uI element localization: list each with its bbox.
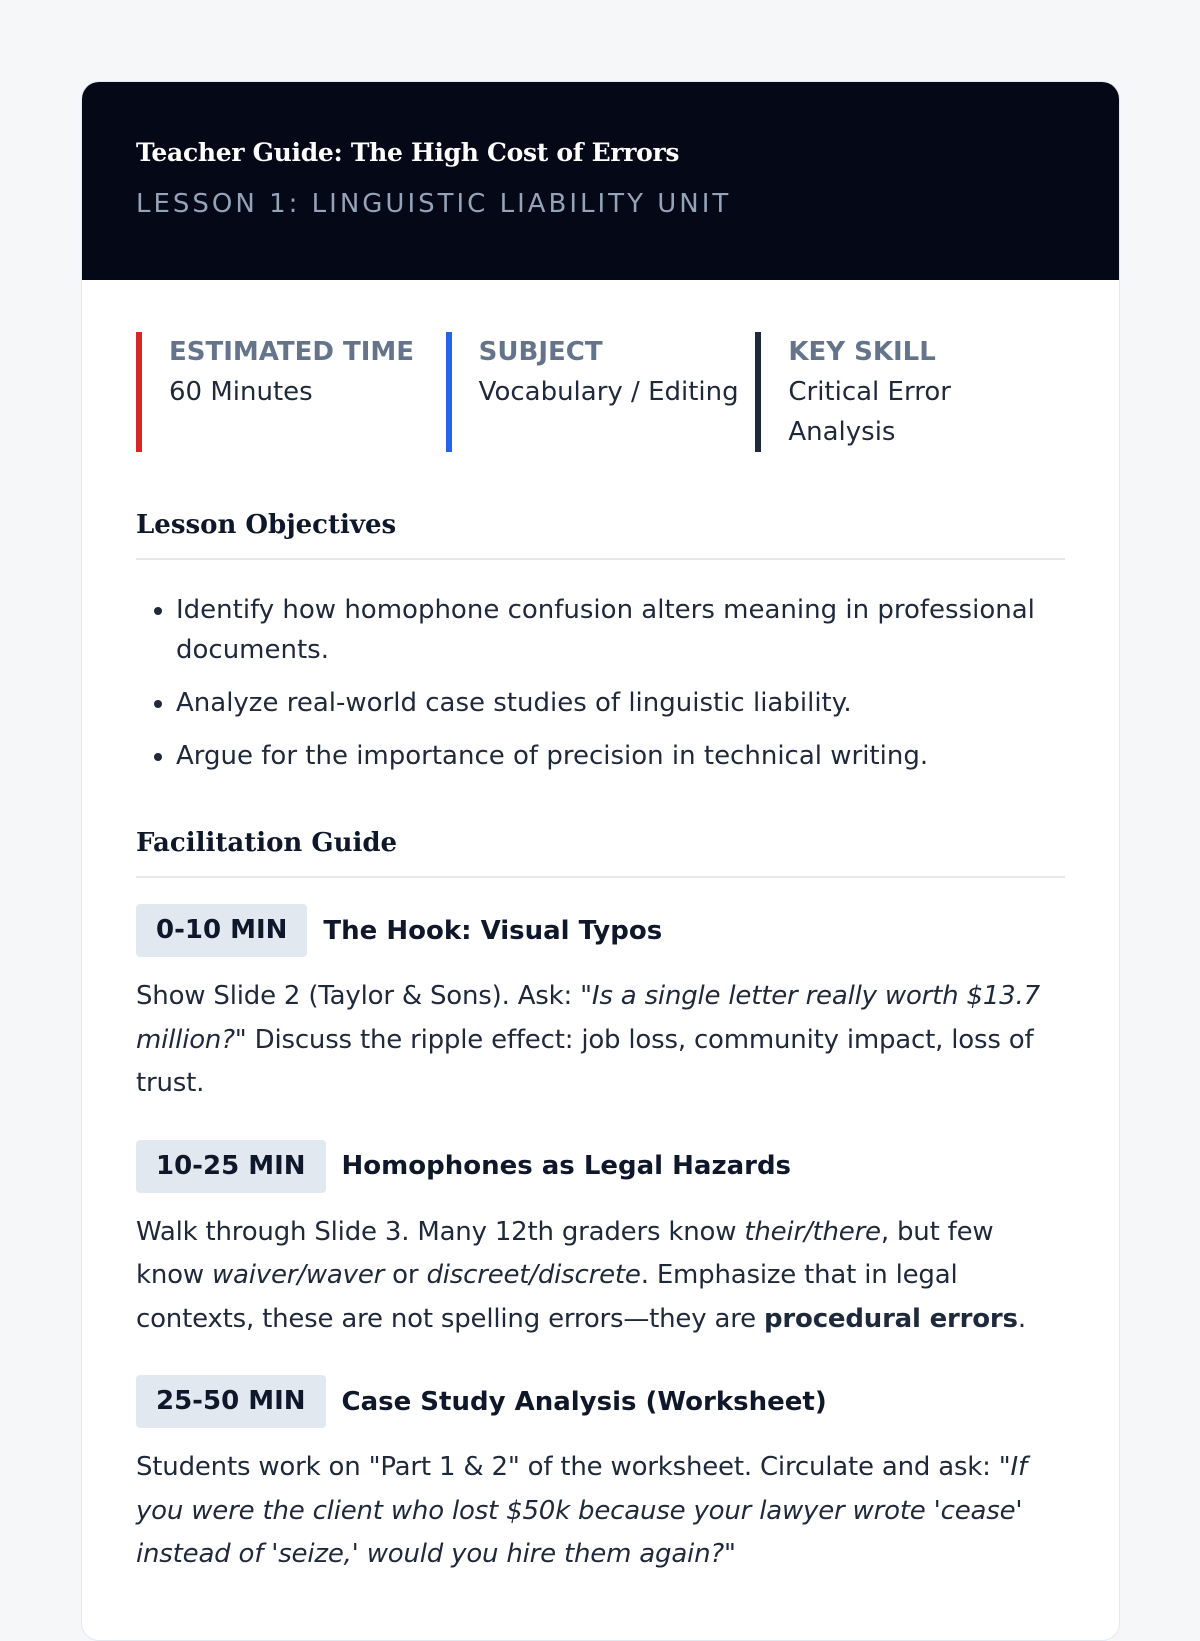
list-item: • Analyze real-world case studies of linguistic liability. (176, 683, 1065, 723)
step-term: their/there (744, 1216, 881, 1247)
step-header (136, 904, 1065, 957)
time-badge: 0-10 MIN (136, 904, 307, 957)
card-body (82, 280, 1119, 1577)
lesson-meta (136, 332, 1065, 452)
objectives-heading: Lesson Objectives (136, 510, 1065, 560)
step-description (136, 1446, 1065, 1577)
facilitation-heading: Facilitation Guide (136, 828, 1065, 878)
step-text: . (1017, 1303, 1026, 1334)
step-text: Walk through Slide 3. Many 12th graders know (136, 1216, 745, 1247)
objectives-list (136, 590, 1065, 776)
step-term: discreet/discrete (426, 1260, 641, 1290)
step-text: , but few know (136, 1216, 994, 1290)
card-header (82, 82, 1119, 280)
step-header (136, 1375, 1065, 1428)
step-header (136, 1140, 1065, 1193)
objectives-section (136, 510, 1065, 776)
list-item: • Identify how homophone confusion alters meaning in professional documents. (176, 590, 1065, 670)
teacher-guide-card (81, 81, 1120, 1641)
meta-label: ESTIMATED TIME (169, 337, 415, 367)
step-description (136, 1211, 1065, 1342)
step-description (136, 975, 1065, 1106)
meta-value: Critical Error Analysis (788, 377, 951, 447)
guide-step-case-study (136, 1375, 1065, 1577)
meta-value: 60 Minutes (169, 377, 313, 407)
step-text: or (384, 1260, 427, 1290)
step-text: Discuss the ripple effect: job loss, community impact, loss of trust. (136, 1024, 1034, 1098)
step-quote: "Is a single letter really worth $13.7 million?" (136, 981, 1040, 1055)
step-text: . Emphasize that in legal contexts, these are not spelling errors—they are (136, 1260, 958, 1334)
meta-label: SUBJECT (478, 337, 603, 367)
meta-label: KEY SKILL (788, 337, 936, 367)
step-emphasis: procedural errors (764, 1303, 1018, 1334)
lesson-subtitle: LESSON 1: LINGUISTIC LIABILITY UNIT (136, 189, 732, 219)
step-title: The Hook: Visual Typos (323, 915, 663, 946)
list-item: • Argue for the importance of precision in technical writing. (176, 736, 1065, 776)
time-badge: 10-25 MIN (136, 1140, 326, 1193)
step-quote: "If you were the client who lost $50k because your lawyer wrote 'cease' instead of 'seize,' would you hire them again?" (136, 1452, 1027, 1569)
meta-value: Vocabulary / Editing (478, 377, 739, 407)
time-badge: 25-50 MIN (136, 1375, 326, 1428)
guide-step-hook (136, 904, 1065, 1106)
step-term: waiver/waver (211, 1260, 385, 1290)
meta-estimated-time (136, 332, 446, 452)
meta-subject (446, 332, 756, 452)
meta-key-skill (755, 332, 1065, 452)
guide-step-homophones (136, 1140, 1065, 1342)
step-title: Case Study Analysis (Worksheet) (341, 1386, 827, 1417)
facilitation-section (136, 828, 1065, 1577)
step-text: Show Slide 2 (Taylor & Sons). Ask: (136, 981, 581, 1011)
step-title: Homophones as Legal Hazards (341, 1151, 792, 1181)
page-title: Teacher Guide: The High Cost of Errors (136, 138, 680, 167)
step-text: Students work on "Part 1 & 2" of the worksheet. Circulate and ask: (136, 1452, 999, 1482)
